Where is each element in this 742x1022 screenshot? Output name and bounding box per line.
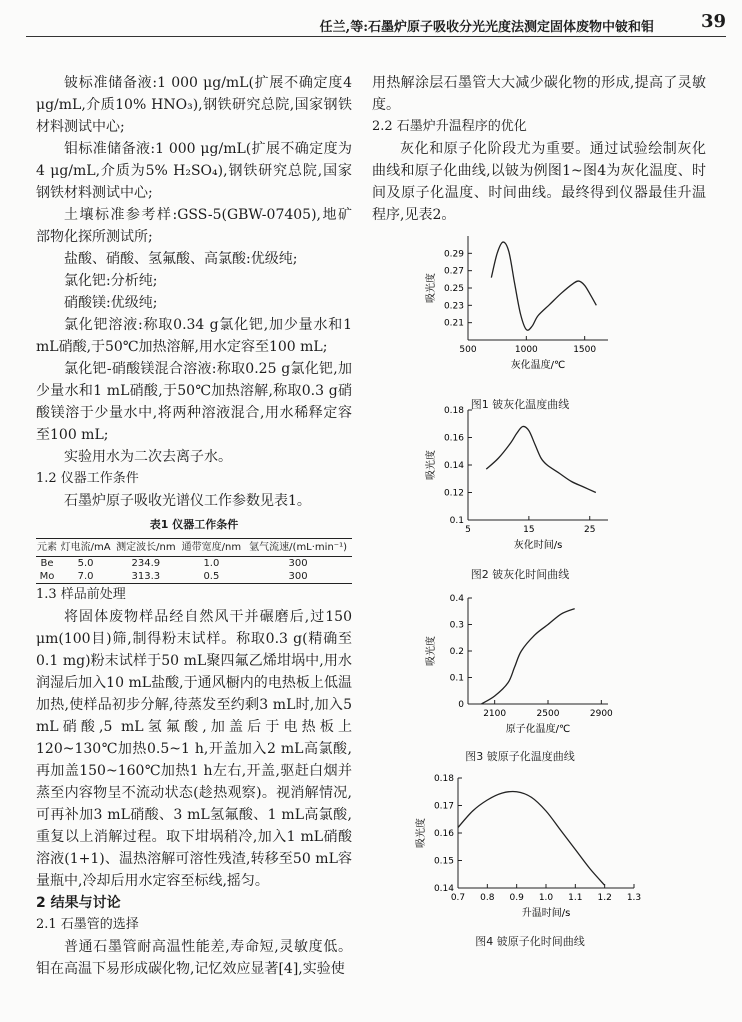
- x-axis-label: 灰化时间/s: [513, 540, 563, 551]
- para-be-standard: 铍标准储备液:1 000 μg/mL(扩展不确定度4 μg/mL,介质10% HNO₃),钢铁研究总院,国家钢铁材料测试中心;: [36, 75, 352, 135]
- table-header: 氩气流速/(mL·min⁻¹): [244, 539, 352, 557]
- para-pdcl: 氯化钯:分析纯;: [64, 273, 158, 289]
- y-tick-label: 0.2: [449, 647, 464, 657]
- table-cell: 300: [288, 558, 308, 569]
- y-tick-label: 0.18: [443, 406, 464, 416]
- x-tick-label: 1500: [573, 345, 597, 355]
- table-row: [36, 557, 352, 571]
- table1-caption: 表1 仪器工作条件: [149, 518, 239, 531]
- para-mo-standard: 钼标准储备液:1 000 μg/mL(扩展不确定度为4 μg/mL,介质为5% H₂SO₄),钢铁研究总院,国家钢铁材料测试中心;: [36, 141, 352, 201]
- fig2-caption: 图2 铍灰化时间曲线: [470, 568, 570, 581]
- x-axis-label: 原子化温度/℃: [505, 724, 571, 735]
- para-mgno3: 硝酸镁:优级纯;: [64, 295, 158, 311]
- x-tick-label: 2500: [536, 709, 560, 719]
- y-tick-label: 0.27: [443, 266, 464, 277]
- x-tick-label: 0.7: [450, 893, 466, 903]
- x-tick-label: 15: [523, 525, 535, 535]
- page-number: 39: [700, 11, 726, 32]
- chart-fig1: [410, 226, 630, 396]
- y-tick-label: 0.29: [443, 249, 464, 260]
- heading-1-3: 1.3 样品前处理: [36, 587, 126, 602]
- table-cell: 0.5: [179, 570, 245, 584]
- y-tick-label: 0.4: [449, 594, 464, 604]
- table-header: 元素: [36, 539, 58, 557]
- x-tick-label: 1.2: [597, 893, 612, 903]
- para-mixed-solution: 氯化钯-硝酸镁混合溶液:称取0.25 g氯化钯,加少量水和1 mL硝酸,于50℃加热溶解,称取0.3 g硝酸镁溶于少量水中,将两种溶液混合,用水稀释定容至100 mL;: [36, 361, 352, 443]
- heading-1-2: 1.2 仪器工作条件: [36, 471, 139, 486]
- table-cell: 7.0: [58, 570, 113, 584]
- fig3-caption: 图3 铍原子化温度曲线: [465, 750, 575, 763]
- y-tick-label: 0.21: [443, 318, 464, 329]
- table-cell: 5.0: [77, 558, 94, 569]
- chart-fig3: [410, 588, 630, 748]
- y-tick-label: 0.16: [443, 433, 464, 444]
- x-tick-label: 0.8: [480, 893, 495, 903]
- y-tick-label: 0.17: [433, 801, 454, 812]
- y-tick-label: 0.23: [443, 301, 464, 312]
- fig1-caption: 图1 铍灰化温度曲线: [470, 398, 570, 411]
- y-tick-label: 0: [458, 700, 464, 710]
- x-tick-label: 2100: [483, 709, 507, 719]
- y-axis-label: 吸光度: [426, 636, 437, 666]
- table-cell: 234.9: [131, 558, 161, 569]
- table-header: 灯电流/mA: [58, 539, 113, 557]
- right-column: [372, 72, 706, 226]
- table-header: 通带宽度/nm: [179, 539, 245, 557]
- series-line: [481, 609, 574, 704]
- x-tick-label: 1000: [514, 345, 538, 355]
- y-tick-label: 0.12: [443, 488, 464, 499]
- fig4-caption: 图4 铍原子化时间曲线: [475, 935, 585, 948]
- y-tick-label: 0.18: [433, 774, 454, 784]
- series-line: [458, 791, 605, 885]
- x-tick-label: 1.1: [568, 893, 583, 903]
- x-tick-label: 25: [584, 525, 596, 535]
- running-title: 任兰,等:石墨炉原子吸收分光光度法测定固体废物中铍和钼: [319, 20, 654, 35]
- table-cell: 300: [244, 570, 352, 584]
- y-axis-label: 吸光度: [426, 273, 437, 303]
- table-row: [36, 570, 352, 584]
- x-tick-label: 500: [459, 345, 477, 355]
- y-tick-label: 0.14: [443, 461, 464, 471]
- table1: [36, 538, 352, 584]
- series-line: [491, 242, 596, 330]
- x-axis-label: 灰化温度/℃: [510, 360, 566, 371]
- x-tick-label: 1.3: [626, 893, 642, 903]
- series-line: [486, 426, 596, 492]
- heading-2: 2 结果与讨论: [36, 895, 121, 911]
- para-1-2: 石墨炉原子吸收光谱仪工作参数见表1。: [64, 493, 311, 509]
- x-tick-label: 1.0: [538, 893, 554, 903]
- y-tick-label: 0.16: [433, 829, 454, 839]
- chart-fig2: [410, 402, 630, 562]
- x-tick-label: 5: [465, 525, 471, 535]
- para-soil-reference: 土壤标准参考样:GSS-5(GBW-07405),地矿部物化探所测试所;: [36, 207, 352, 245]
- heading-2-2: 2.2 石墨炉升温程序的优化: [372, 119, 527, 134]
- table-cell: 1.0: [203, 558, 220, 569]
- para-continuation: 用热解涂层石墨管大大减少碳化物的形成,提高了灵敏度。: [372, 75, 706, 113]
- y-tick-label: 0.1: [449, 516, 464, 526]
- x-tick-label: 2900: [589, 709, 613, 719]
- heading-2-1: 2.1 石墨管的选择: [36, 917, 139, 932]
- y-tick-label: 0.25: [443, 284, 464, 294]
- y-tick-label: 0.14: [433, 884, 454, 894]
- para-2-2: 灰化和原子化阶段尤为重要。通过试验绘制灰化曲线和原子化曲线,以铍为例图1~图4为灰化温度、时间及原子化温度、时间曲线。最终得到仪器最佳升温程序,见表2。: [372, 141, 706, 223]
- para-water: 实验用水为二次去离子水。: [64, 449, 232, 465]
- para-1-3: 将固体废物样品经自然风干并碾磨后,过150 μm(100目)筛,制得粉末试样。称取0.3 g(精确至0.1 mg)粉末试样于50 mL聚四氟乙烯坩埚中,用水润湿后加入10 mL盐酸,于通风橱内的电热板上低温加热,使样品初步分解,待蒸发至约剩3 mL时,加入5 mL硝酸,5 mL氢氟酸,加盖后于电热板上120~130℃加热0.5~1 h,开盖加入2 mL高氯酸,再加盖150~160℃加热1 h左右,开盖,驱赶白烟并蒸至内容物呈不流动状态(趁热观察)。视消解情况,可再补加3 mL硝酸、3 mL氢氟酸、1 mL高氯酸,重复以上消解过程。取下坩埚稍冷,加入1 mL硝酸溶液(1+1)、温热溶解可溶性残渣,转移至50 mL容量瓶中,冷却后用水定容至标线,摇匀。: [36, 609, 352, 889]
- running-header: [26, 8, 726, 37]
- y-tick-label: 0.3: [449, 620, 464, 631]
- table-cell: Be: [40, 558, 54, 569]
- para-acids: 盐酸、硝酸、氢氟酸、高氯酸:优级纯;: [64, 251, 298, 267]
- para-pdcl-solution: 氯化钯溶液:称取0.34 g氯化钯,加少量水和1 mL硝酸,于50℃加热溶解,用水定容至100 mL;: [36, 317, 352, 355]
- y-axis-label: 吸光度: [426, 450, 437, 480]
- table-header: 测定波长/nm: [113, 539, 179, 557]
- x-tick-label: 0.9: [509, 893, 524, 903]
- para-2-1: 普通石墨管耐高温性能差,寿命短,灵敏度低。钼在高温下易形成碳化物,记忆效应显著[4],实验使: [36, 939, 352, 977]
- table-cell: Mo: [36, 570, 58, 584]
- chart-fig4: [410, 770, 650, 930]
- y-axis-label: 吸光度: [416, 818, 427, 848]
- x-axis-label: 升温时间/s: [521, 908, 571, 919]
- y-tick-label: 0.1: [449, 673, 464, 684]
- y-tick-label: 0.15: [433, 856, 454, 867]
- table-cell: 313.3: [113, 570, 179, 584]
- left-column: [36, 72, 352, 980]
